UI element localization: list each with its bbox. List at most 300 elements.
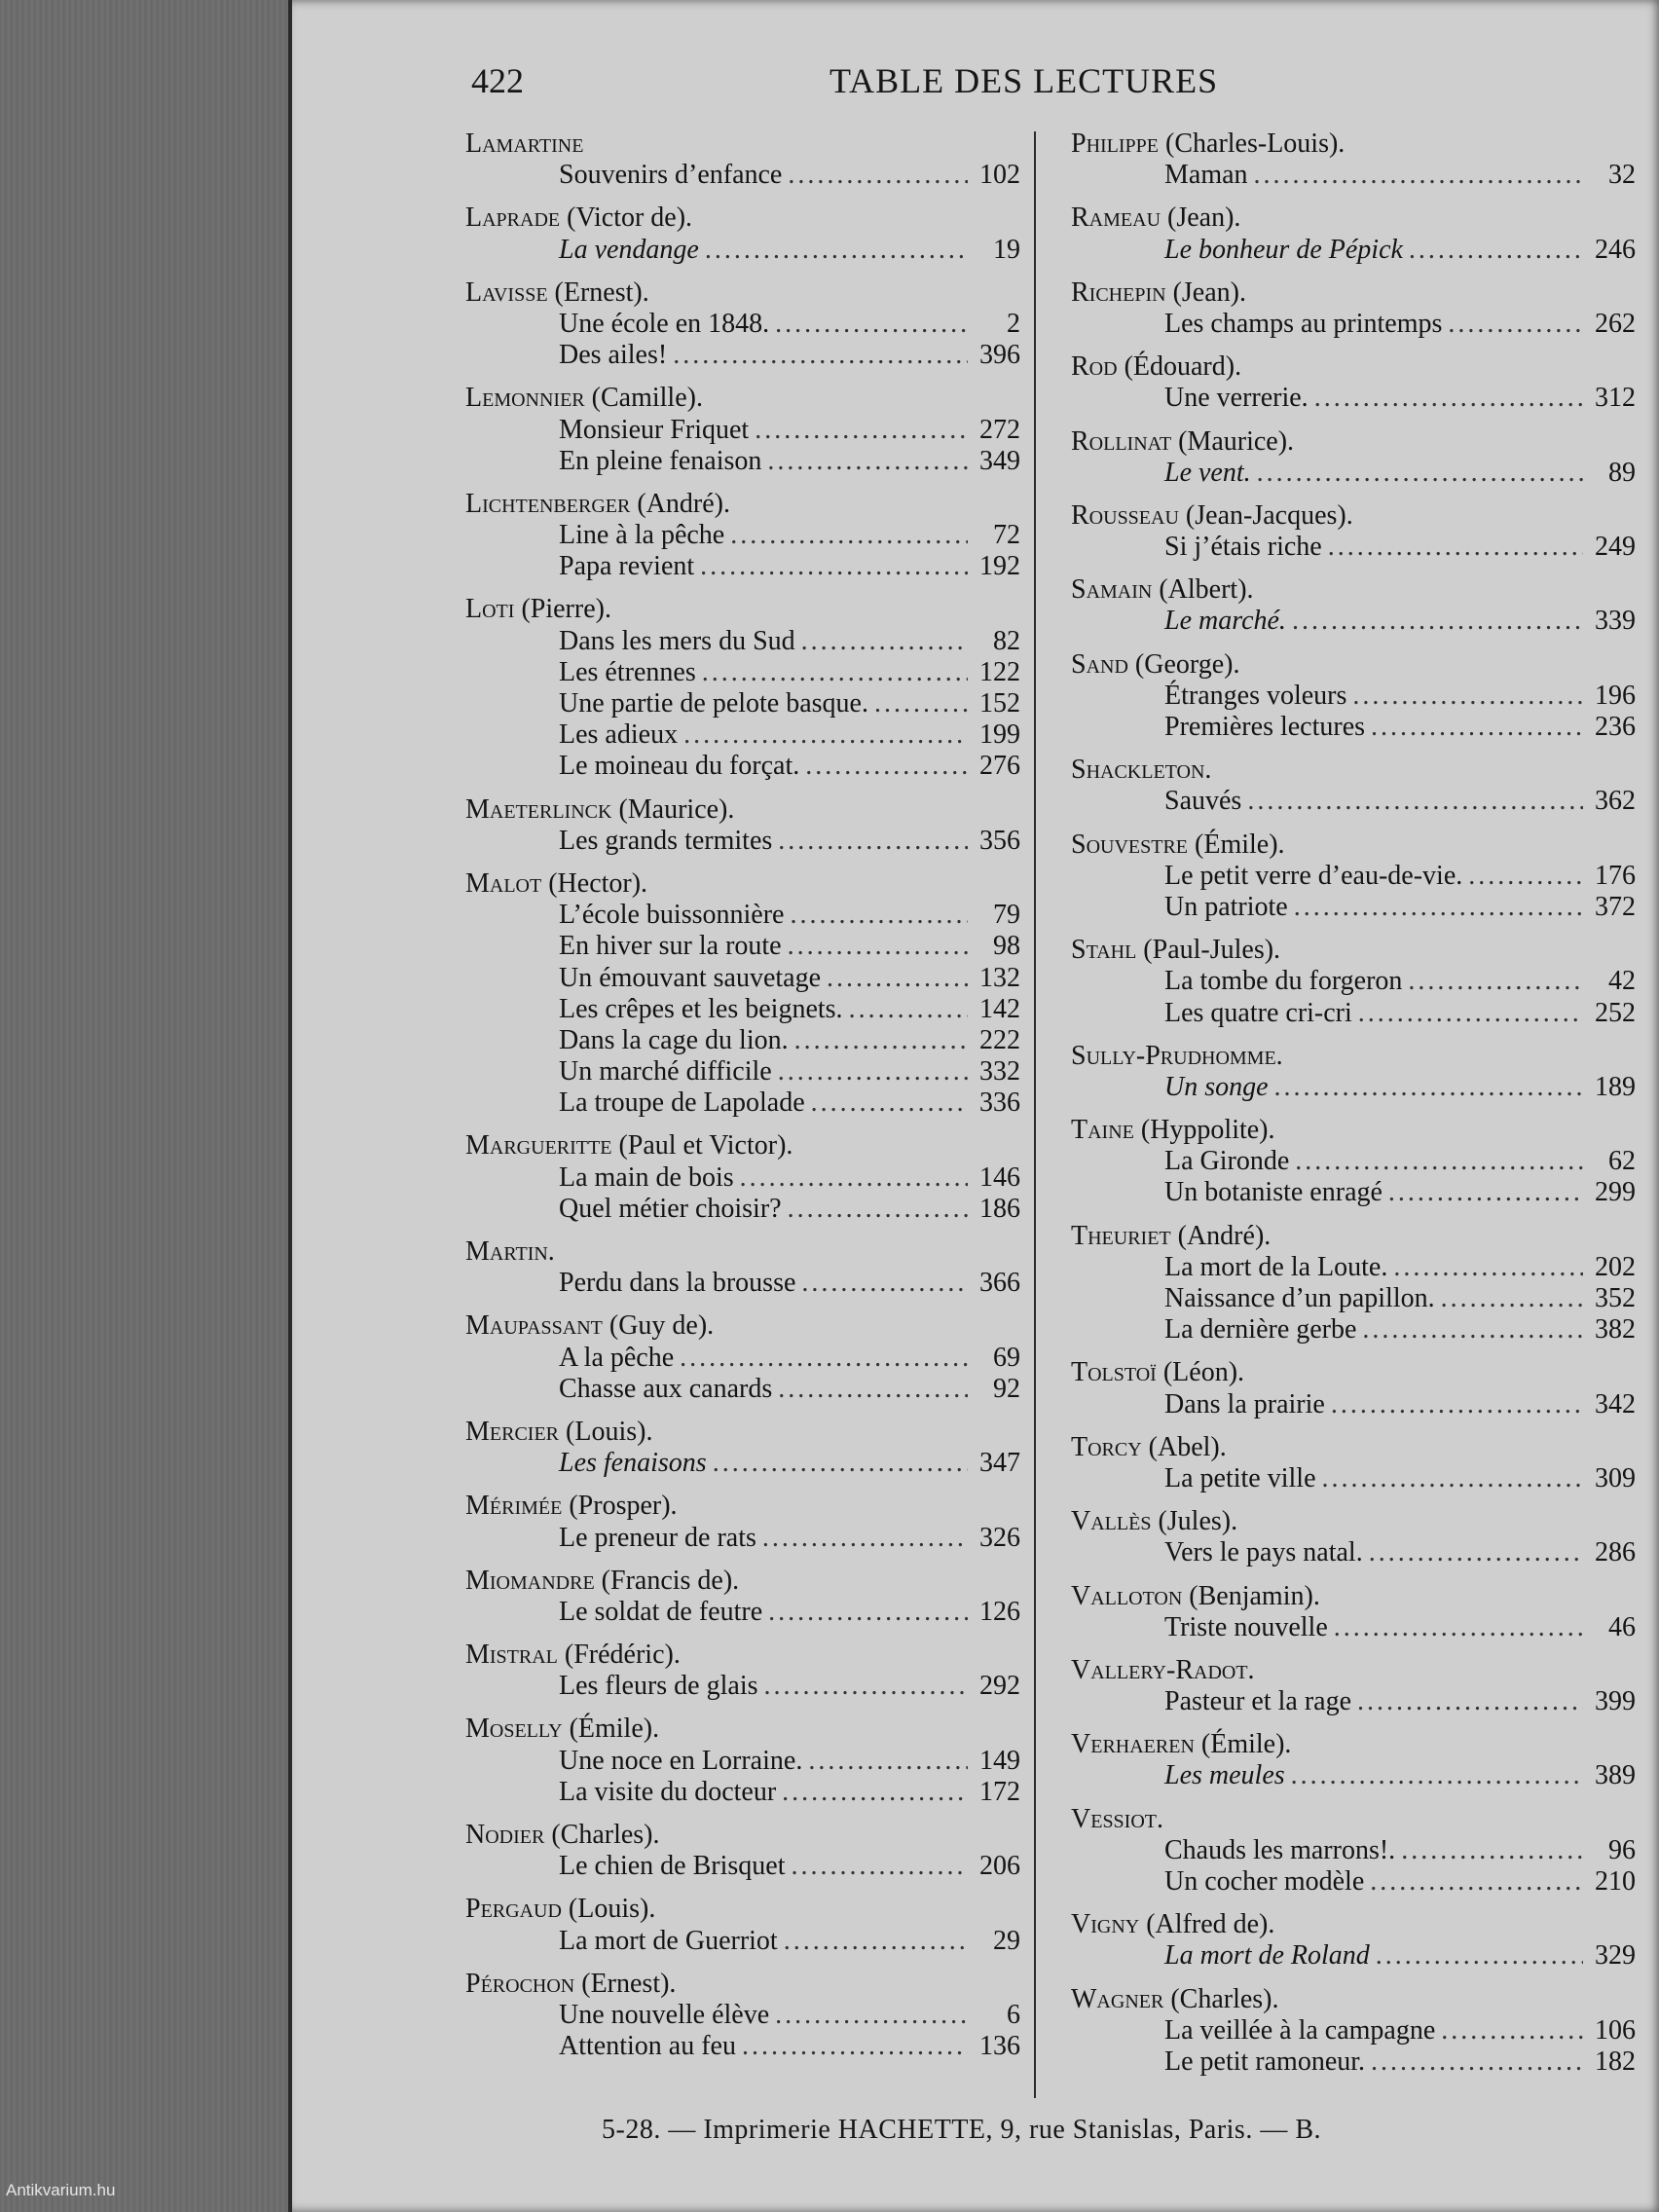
reading-row bbox=[465, 160, 1020, 191]
reading-page-number: 182 bbox=[1595, 2046, 1636, 2077]
author-entry bbox=[1071, 574, 1636, 637]
dot-leader bbox=[762, 1523, 968, 1554]
reading-page-number: 62 bbox=[1608, 1146, 1636, 1177]
author-firstname: (André). bbox=[1177, 1220, 1272, 1251]
author-name: Pérochon bbox=[465, 1968, 575, 1999]
reading-page-number: 332 bbox=[979, 1056, 1020, 1088]
author-name: Theuriet bbox=[1071, 1220, 1171, 1251]
dot-leader bbox=[849, 994, 968, 1025]
author-firstname: (Frédéric). bbox=[564, 1640, 681, 1671]
dot-leader bbox=[1292, 606, 1583, 637]
author-entry bbox=[1071, 1729, 1636, 1791]
author-name: Lavisse bbox=[465, 276, 548, 308]
reading-page-number: 389 bbox=[1595, 1760, 1636, 1791]
reading-title: Vers le pays natal. bbox=[1164, 1537, 1363, 1568]
reading-row bbox=[1071, 1314, 1636, 1346]
author-entry bbox=[1071, 755, 1636, 817]
reading-row bbox=[1071, 1866, 1636, 1898]
reading-page-number: 176 bbox=[1595, 860, 1636, 891]
reading-title: Perdu dans la brousse bbox=[559, 1268, 796, 1299]
author-entry bbox=[465, 1417, 1020, 1479]
author-entry bbox=[1071, 1804, 1636, 1899]
dot-leader bbox=[1314, 383, 1583, 414]
author-firstname: (Ernest). bbox=[554, 276, 649, 308]
author-entry bbox=[1071, 129, 1636, 191]
reading-title: Une nouvelle élève bbox=[559, 1999, 770, 2030]
author-entry bbox=[465, 203, 1020, 265]
reading-row bbox=[465, 1268, 1020, 1299]
reading-page-number: 286 bbox=[1595, 1537, 1636, 1568]
author-line bbox=[465, 489, 1020, 520]
reading-row bbox=[465, 900, 1020, 931]
reading-page-number: 32 bbox=[1608, 160, 1636, 191]
author-line bbox=[1071, 500, 1636, 532]
author-line bbox=[1071, 1804, 1636, 1835]
reading-row bbox=[1071, 2046, 1636, 2078]
watermark: Antikvarium.hu bbox=[6, 2181, 116, 2199]
author-entry bbox=[465, 277, 1020, 372]
reading-title: Les fleurs de glais bbox=[559, 1671, 758, 1702]
author-name: Taine bbox=[1071, 1115, 1134, 1146]
reading-row bbox=[1071, 1686, 1636, 1717]
dot-leader bbox=[1358, 998, 1583, 1029]
reading-page-number: 2 bbox=[1007, 308, 1020, 339]
reading-page-number: 79 bbox=[993, 900, 1020, 931]
author-entry bbox=[465, 489, 1020, 583]
author-firstname: (Camille). bbox=[591, 383, 703, 414]
author-name: Vigny bbox=[1071, 1909, 1140, 1940]
reading-page-number: 186 bbox=[979, 1193, 1020, 1224]
author-firstname: (Léon). bbox=[1162, 1357, 1245, 1388]
reading-page-number: 69 bbox=[993, 1342, 1020, 1373]
author-name: Malot bbox=[465, 867, 542, 899]
author-firstname: (Charles-Louis). bbox=[1165, 129, 1346, 159]
reading-title: Une école en 1848. bbox=[559, 308, 770, 339]
author-name: Mercier bbox=[465, 1416, 560, 1447]
dot-leader bbox=[782, 1777, 968, 1808]
dot-leader bbox=[713, 1448, 968, 1479]
author-entry bbox=[1071, 935, 1636, 1029]
reading-title: Les fenaisons bbox=[559, 1448, 707, 1479]
author-name: Moselly bbox=[465, 1714, 563, 1745]
reading-title: Triste nouvelle bbox=[1164, 1611, 1328, 1642]
dot-leader bbox=[778, 1374, 968, 1405]
author-name: Stahl bbox=[1071, 935, 1137, 966]
reading-title: Un marché difficile bbox=[559, 1056, 772, 1088]
reading-page-number: 326 bbox=[979, 1522, 1020, 1553]
reading-title: En pleine fenaison bbox=[559, 445, 762, 476]
reading-page-number: 396 bbox=[979, 340, 1020, 371]
dot-leader bbox=[1409, 235, 1583, 266]
author-entry bbox=[465, 868, 1020, 1120]
reading-title: Naissance d’un papillon. bbox=[1164, 1283, 1435, 1313]
author-firstname: (André). bbox=[637, 488, 730, 519]
reading-title: Le preneur de rats bbox=[559, 1522, 756, 1553]
background-surface bbox=[0, 0, 292, 2212]
author-line bbox=[465, 1417, 1020, 1448]
author-name: Vallery-Radot. bbox=[1071, 1654, 1255, 1685]
dot-leader bbox=[1370, 1866, 1583, 1898]
dot-leader bbox=[790, 900, 968, 931]
reading-title: La mort de Guerriot bbox=[559, 1925, 778, 1956]
reading-row bbox=[1071, 1252, 1636, 1283]
author-entry bbox=[465, 794, 1020, 857]
reading-page-number: 246 bbox=[1595, 234, 1636, 265]
reading-row bbox=[465, 1523, 1020, 1554]
author-line bbox=[465, 277, 1020, 309]
author-line bbox=[1071, 277, 1636, 309]
reading-title: La vendange bbox=[559, 234, 699, 265]
reading-row bbox=[465, 688, 1020, 719]
reading-row bbox=[1071, 309, 1636, 340]
dot-leader bbox=[1441, 1283, 1583, 1314]
dot-leader bbox=[784, 1926, 968, 1957]
reading-page-number: 210 bbox=[1595, 1866, 1636, 1897]
dot-leader bbox=[778, 1056, 968, 1088]
author-line bbox=[465, 1566, 1020, 1597]
reading-title: Si j’étais riche bbox=[1164, 532, 1322, 563]
dot-leader bbox=[801, 626, 968, 657]
reading-title: Un patriote bbox=[1164, 891, 1288, 922]
dot-leader bbox=[740, 1162, 968, 1194]
reading-row bbox=[465, 446, 1020, 477]
author-line bbox=[1071, 1041, 1636, 1072]
reading-row bbox=[1071, 1940, 1636, 1972]
reading-title: Monsieur Friquet bbox=[559, 414, 750, 445]
reading-row bbox=[465, 1926, 1020, 1957]
author-firstname: (Louis). bbox=[568, 1894, 656, 1925]
reading-row bbox=[465, 1448, 1020, 1479]
reading-title: Le petit ramoneur. bbox=[1164, 2046, 1366, 2077]
dot-leader bbox=[1408, 966, 1583, 997]
author-entry bbox=[1071, 1115, 1636, 1209]
reading-page-number: 132 bbox=[979, 962, 1020, 993]
author-firstname: (Charles). bbox=[1170, 1983, 1279, 2014]
dot-leader bbox=[1254, 160, 1583, 191]
author-firstname: (Jean). bbox=[1167, 203, 1241, 234]
author-line bbox=[465, 1969, 1020, 2000]
reading-row bbox=[1071, 383, 1636, 414]
dot-leader bbox=[788, 1194, 968, 1225]
reading-title: La mort de la Loute. bbox=[1164, 1251, 1388, 1282]
reading-row bbox=[465, 1343, 1020, 1374]
author-line bbox=[465, 129, 1020, 160]
author-entry bbox=[1071, 1041, 1636, 1103]
reading-page-number: 339 bbox=[1595, 606, 1636, 637]
dot-leader bbox=[1388, 1177, 1583, 1208]
author-firstname: (Édouard). bbox=[1124, 351, 1242, 383]
author-name: Mistral bbox=[465, 1640, 558, 1671]
reading-title: Souvenirs d’enfance bbox=[559, 160, 783, 191]
author-name: Souvestre bbox=[1071, 829, 1189, 860]
reading-page-number: 312 bbox=[1595, 383, 1636, 414]
reading-row bbox=[465, 2031, 1020, 2062]
dot-leader bbox=[683, 719, 968, 751]
dot-leader bbox=[788, 160, 968, 191]
author-line bbox=[465, 1640, 1020, 1671]
author-entry bbox=[1071, 1432, 1636, 1494]
reading-page-number: 199 bbox=[979, 719, 1020, 751]
reading-row bbox=[1071, 892, 1636, 923]
reading-page-number: 309 bbox=[1595, 1462, 1636, 1493]
reading-page-number: 136 bbox=[979, 2031, 1020, 2062]
reading-row bbox=[1071, 1072, 1636, 1103]
author-name: Tolstoï bbox=[1071, 1357, 1157, 1388]
author-name: Mérimée bbox=[465, 1491, 563, 1522]
dot-leader bbox=[1371, 2046, 1583, 2078]
reading-title: Les grands termites bbox=[559, 825, 773, 856]
reading-page-number: 152 bbox=[979, 688, 1020, 719]
reading-row bbox=[465, 1851, 1020, 1882]
author-line bbox=[465, 1894, 1020, 1925]
author-firstname: (Maurice). bbox=[618, 793, 735, 825]
author-name: Rollinat bbox=[1071, 425, 1172, 457]
author-name: Lamartine bbox=[465, 129, 584, 159]
reading-title: Chauds les marrons!. bbox=[1164, 1834, 1396, 1865]
reading-title: Pasteur et la rage bbox=[1164, 1686, 1352, 1717]
reading-row bbox=[465, 1374, 1020, 1405]
reading-row bbox=[1071, 1283, 1636, 1314]
reading-title: Les étrennes bbox=[559, 656, 696, 687]
reading-row bbox=[465, 520, 1020, 551]
author-firstname: (Paul et Victor). bbox=[618, 1130, 793, 1161]
dot-leader bbox=[1468, 861, 1583, 892]
reading-row bbox=[465, 657, 1020, 688]
author-name: Verhaeren bbox=[1071, 1729, 1195, 1760]
reading-page-number: 206 bbox=[979, 1851, 1020, 1882]
author-firstname: (Abel). bbox=[1148, 1431, 1227, 1462]
author-entry bbox=[465, 1566, 1020, 1628]
dot-leader bbox=[1369, 1537, 1583, 1568]
author-firstname: (Jean). bbox=[1172, 276, 1246, 308]
reading-title: Attention au feu bbox=[559, 2031, 736, 2062]
author-line bbox=[465, 203, 1020, 234]
reading-row bbox=[1071, 2015, 1636, 2046]
author-firstname: (Jean-Jacques). bbox=[1185, 499, 1353, 531]
reading-title: Sauvés bbox=[1164, 786, 1242, 817]
author-name: Maupassant bbox=[465, 1310, 603, 1342]
reading-row bbox=[1071, 1146, 1636, 1177]
reading-page-number: 126 bbox=[979, 1596, 1020, 1627]
reading-row bbox=[1071, 1760, 1636, 1791]
reading-title: Les crêpes et les beignets. bbox=[559, 993, 843, 1024]
reading-page-number: 349 bbox=[979, 445, 1020, 476]
reading-row bbox=[1071, 1463, 1636, 1494]
author-firstname: (Maurice). bbox=[1178, 425, 1295, 457]
reading-page-number: 82 bbox=[993, 625, 1020, 656]
author-firstname: (Alfred de). bbox=[1146, 1909, 1275, 1940]
author-firstname: (Victor de). bbox=[567, 203, 693, 234]
author-entry bbox=[1071, 1655, 1636, 1717]
reading-row bbox=[465, 719, 1020, 751]
author-entry bbox=[1071, 649, 1636, 744]
reading-title: Chasse aux canards bbox=[559, 1373, 773, 1404]
author-entry bbox=[465, 383, 1020, 477]
dot-leader bbox=[705, 235, 968, 266]
reading-row bbox=[465, 1088, 1020, 1119]
dot-leader bbox=[1322, 1463, 1584, 1494]
reading-row bbox=[465, 1056, 1020, 1088]
reading-title: Un songe bbox=[1164, 1071, 1269, 1102]
reading-row bbox=[465, 1194, 1020, 1225]
dot-leader bbox=[788, 931, 968, 962]
reading-title: Les quatre cri-cri bbox=[1164, 997, 1352, 1028]
reading-title: Le vent. bbox=[1164, 457, 1251, 488]
reading-page-number: 329 bbox=[1595, 1940, 1636, 1972]
reading-title: Le petit verre d’eau-de-vie. bbox=[1164, 860, 1463, 891]
reading-title: La dernière gerbe bbox=[1164, 1314, 1357, 1346]
author-name: Valloton bbox=[1071, 1580, 1183, 1611]
printer-footer: 5-28. — Imprimerie HACHETTE, 9, rue Stanislas, Paris. — B. bbox=[602, 2115, 1322, 2145]
reading-row bbox=[1071, 998, 1636, 1029]
reading-page-number: 202 bbox=[1595, 1251, 1636, 1282]
author-name: Sully-Prudhomme. bbox=[1071, 1040, 1283, 1071]
reading-row bbox=[465, 415, 1020, 446]
author-name: Pergaud bbox=[465, 1894, 562, 1925]
reading-page-number: 252 bbox=[1595, 997, 1636, 1028]
reading-row bbox=[1071, 532, 1636, 563]
reading-row bbox=[465, 235, 1020, 266]
reading-page-number: 172 bbox=[979, 1776, 1020, 1807]
author-name: Sand bbox=[1071, 648, 1128, 680]
reading-title: Étranges voleurs bbox=[1164, 680, 1347, 711]
dot-leader bbox=[767, 446, 968, 477]
author-line bbox=[1071, 830, 1636, 861]
author-entry bbox=[465, 129, 1020, 191]
author-entry bbox=[465, 1640, 1020, 1702]
author-line bbox=[1071, 649, 1636, 681]
reading-page-number: 92 bbox=[993, 1373, 1020, 1404]
dot-leader bbox=[778, 826, 968, 857]
reading-row bbox=[1071, 966, 1636, 997]
reading-row bbox=[1071, 606, 1636, 637]
reading-row bbox=[465, 340, 1020, 371]
reading-page-number: 189 bbox=[1595, 1071, 1636, 1102]
reading-row bbox=[1071, 1612, 1636, 1643]
author-line bbox=[1071, 1655, 1636, 1686]
reading-row bbox=[1071, 1177, 1636, 1208]
dot-leader bbox=[1441, 2015, 1583, 2046]
reading-page-number: 356 bbox=[979, 825, 1020, 856]
reading-row bbox=[465, 1746, 1020, 1777]
author-entry bbox=[1071, 1357, 1636, 1419]
reading-page-number: 222 bbox=[979, 1024, 1020, 1055]
author-line bbox=[1071, 1115, 1636, 1146]
author-entry bbox=[465, 1130, 1020, 1225]
author-line bbox=[465, 1236, 1020, 1268]
dot-leader bbox=[1448, 309, 1583, 340]
author-entry bbox=[465, 594, 1020, 782]
reading-page-number: 19 bbox=[993, 234, 1020, 265]
reading-page-number: 236 bbox=[1595, 712, 1636, 742]
author-entry bbox=[465, 1310, 1020, 1405]
dot-leader bbox=[680, 1343, 968, 1374]
author-line bbox=[1071, 1506, 1636, 1537]
reading-page-number: 272 bbox=[979, 414, 1020, 445]
author-name: Philippe bbox=[1071, 129, 1160, 159]
author-entry bbox=[1071, 1984, 1636, 2079]
author-line bbox=[465, 383, 1020, 414]
author-entry bbox=[1071, 277, 1636, 340]
author-name: Richepin bbox=[1071, 276, 1166, 308]
reading-page-number: 122 bbox=[979, 656, 1020, 687]
reading-row bbox=[465, 1162, 1020, 1194]
reading-page-number: 106 bbox=[1595, 2014, 1636, 2046]
author-entry bbox=[1071, 1506, 1636, 1568]
reading-page-number: 192 bbox=[979, 551, 1020, 582]
reading-title: La visite du docteur bbox=[559, 1776, 777, 1807]
reading-title: La veillée à la campagne bbox=[1164, 2014, 1436, 2046]
dot-leader bbox=[1274, 1072, 1583, 1103]
reading-title: Dans la prairie bbox=[1164, 1388, 1325, 1419]
author-line bbox=[1071, 1909, 1636, 1940]
dot-leader bbox=[1362, 1314, 1583, 1346]
reading-row bbox=[465, 963, 1020, 994]
author-line bbox=[465, 1130, 1020, 1161]
reading-title: Papa revient bbox=[559, 551, 695, 582]
author-firstname: (Jules). bbox=[1158, 1506, 1238, 1537]
dot-leader bbox=[768, 1597, 968, 1628]
reading-page-number: 98 bbox=[993, 931, 1020, 962]
author-entry bbox=[465, 1969, 1020, 2063]
reading-row bbox=[465, 309, 1020, 340]
reading-title: L’école buissonnière bbox=[559, 900, 785, 931]
reading-page-number: 336 bbox=[979, 1088, 1020, 1119]
author-line bbox=[1071, 1357, 1636, 1388]
author-entry bbox=[1071, 203, 1636, 265]
author-line bbox=[1071, 426, 1636, 458]
dot-leader bbox=[1401, 1835, 1583, 1866]
author-line bbox=[465, 868, 1020, 900]
dot-leader bbox=[1393, 1252, 1583, 1283]
author-firstname: (Francis de). bbox=[601, 1565, 740, 1596]
dot-leader bbox=[805, 751, 968, 782]
dot-leader bbox=[742, 2031, 968, 2062]
author-firstname: (Émile). bbox=[1195, 829, 1285, 860]
reading-page-number: 102 bbox=[979, 160, 1020, 191]
author-firstname: (Benjamin). bbox=[1189, 1580, 1320, 1611]
dot-leader bbox=[808, 1746, 968, 1777]
reading-page-number: 347 bbox=[979, 1448, 1020, 1479]
author-firstname: (Albert). bbox=[1159, 574, 1254, 606]
author-name: Lemonnier bbox=[465, 383, 585, 414]
reading-row bbox=[1071, 1389, 1636, 1420]
author-name: Martin. bbox=[465, 1236, 555, 1267]
reading-title: Une partie de pelote basque. bbox=[559, 688, 868, 719]
column-divider bbox=[1034, 131, 1036, 2098]
author-entry bbox=[465, 1820, 1020, 1882]
dot-leader bbox=[730, 520, 968, 551]
reading-row bbox=[465, 1671, 1020, 1702]
reading-page-number: 292 bbox=[979, 1671, 1020, 1702]
author-line bbox=[1071, 1729, 1636, 1760]
reading-page-number: 342 bbox=[1595, 1388, 1636, 1419]
author-entry bbox=[1071, 500, 1636, 563]
reading-row bbox=[465, 1597, 1020, 1628]
page-header bbox=[292, 60, 1659, 109]
dot-leader bbox=[1357, 1686, 1583, 1717]
reading-page-number: 299 bbox=[1595, 1177, 1636, 1208]
reading-row bbox=[1071, 681, 1636, 712]
reading-title: Un cocher modèle bbox=[1164, 1866, 1365, 1897]
reading-title: Dans les mers du Sud bbox=[559, 625, 795, 656]
author-name: Samain bbox=[1071, 574, 1153, 606]
author-line bbox=[465, 1491, 1020, 1522]
reading-row bbox=[465, 626, 1020, 657]
author-firstname: (Guy de). bbox=[608, 1310, 715, 1342]
reading-row bbox=[1071, 160, 1636, 191]
reading-page-number: 352 bbox=[1595, 1283, 1636, 1313]
